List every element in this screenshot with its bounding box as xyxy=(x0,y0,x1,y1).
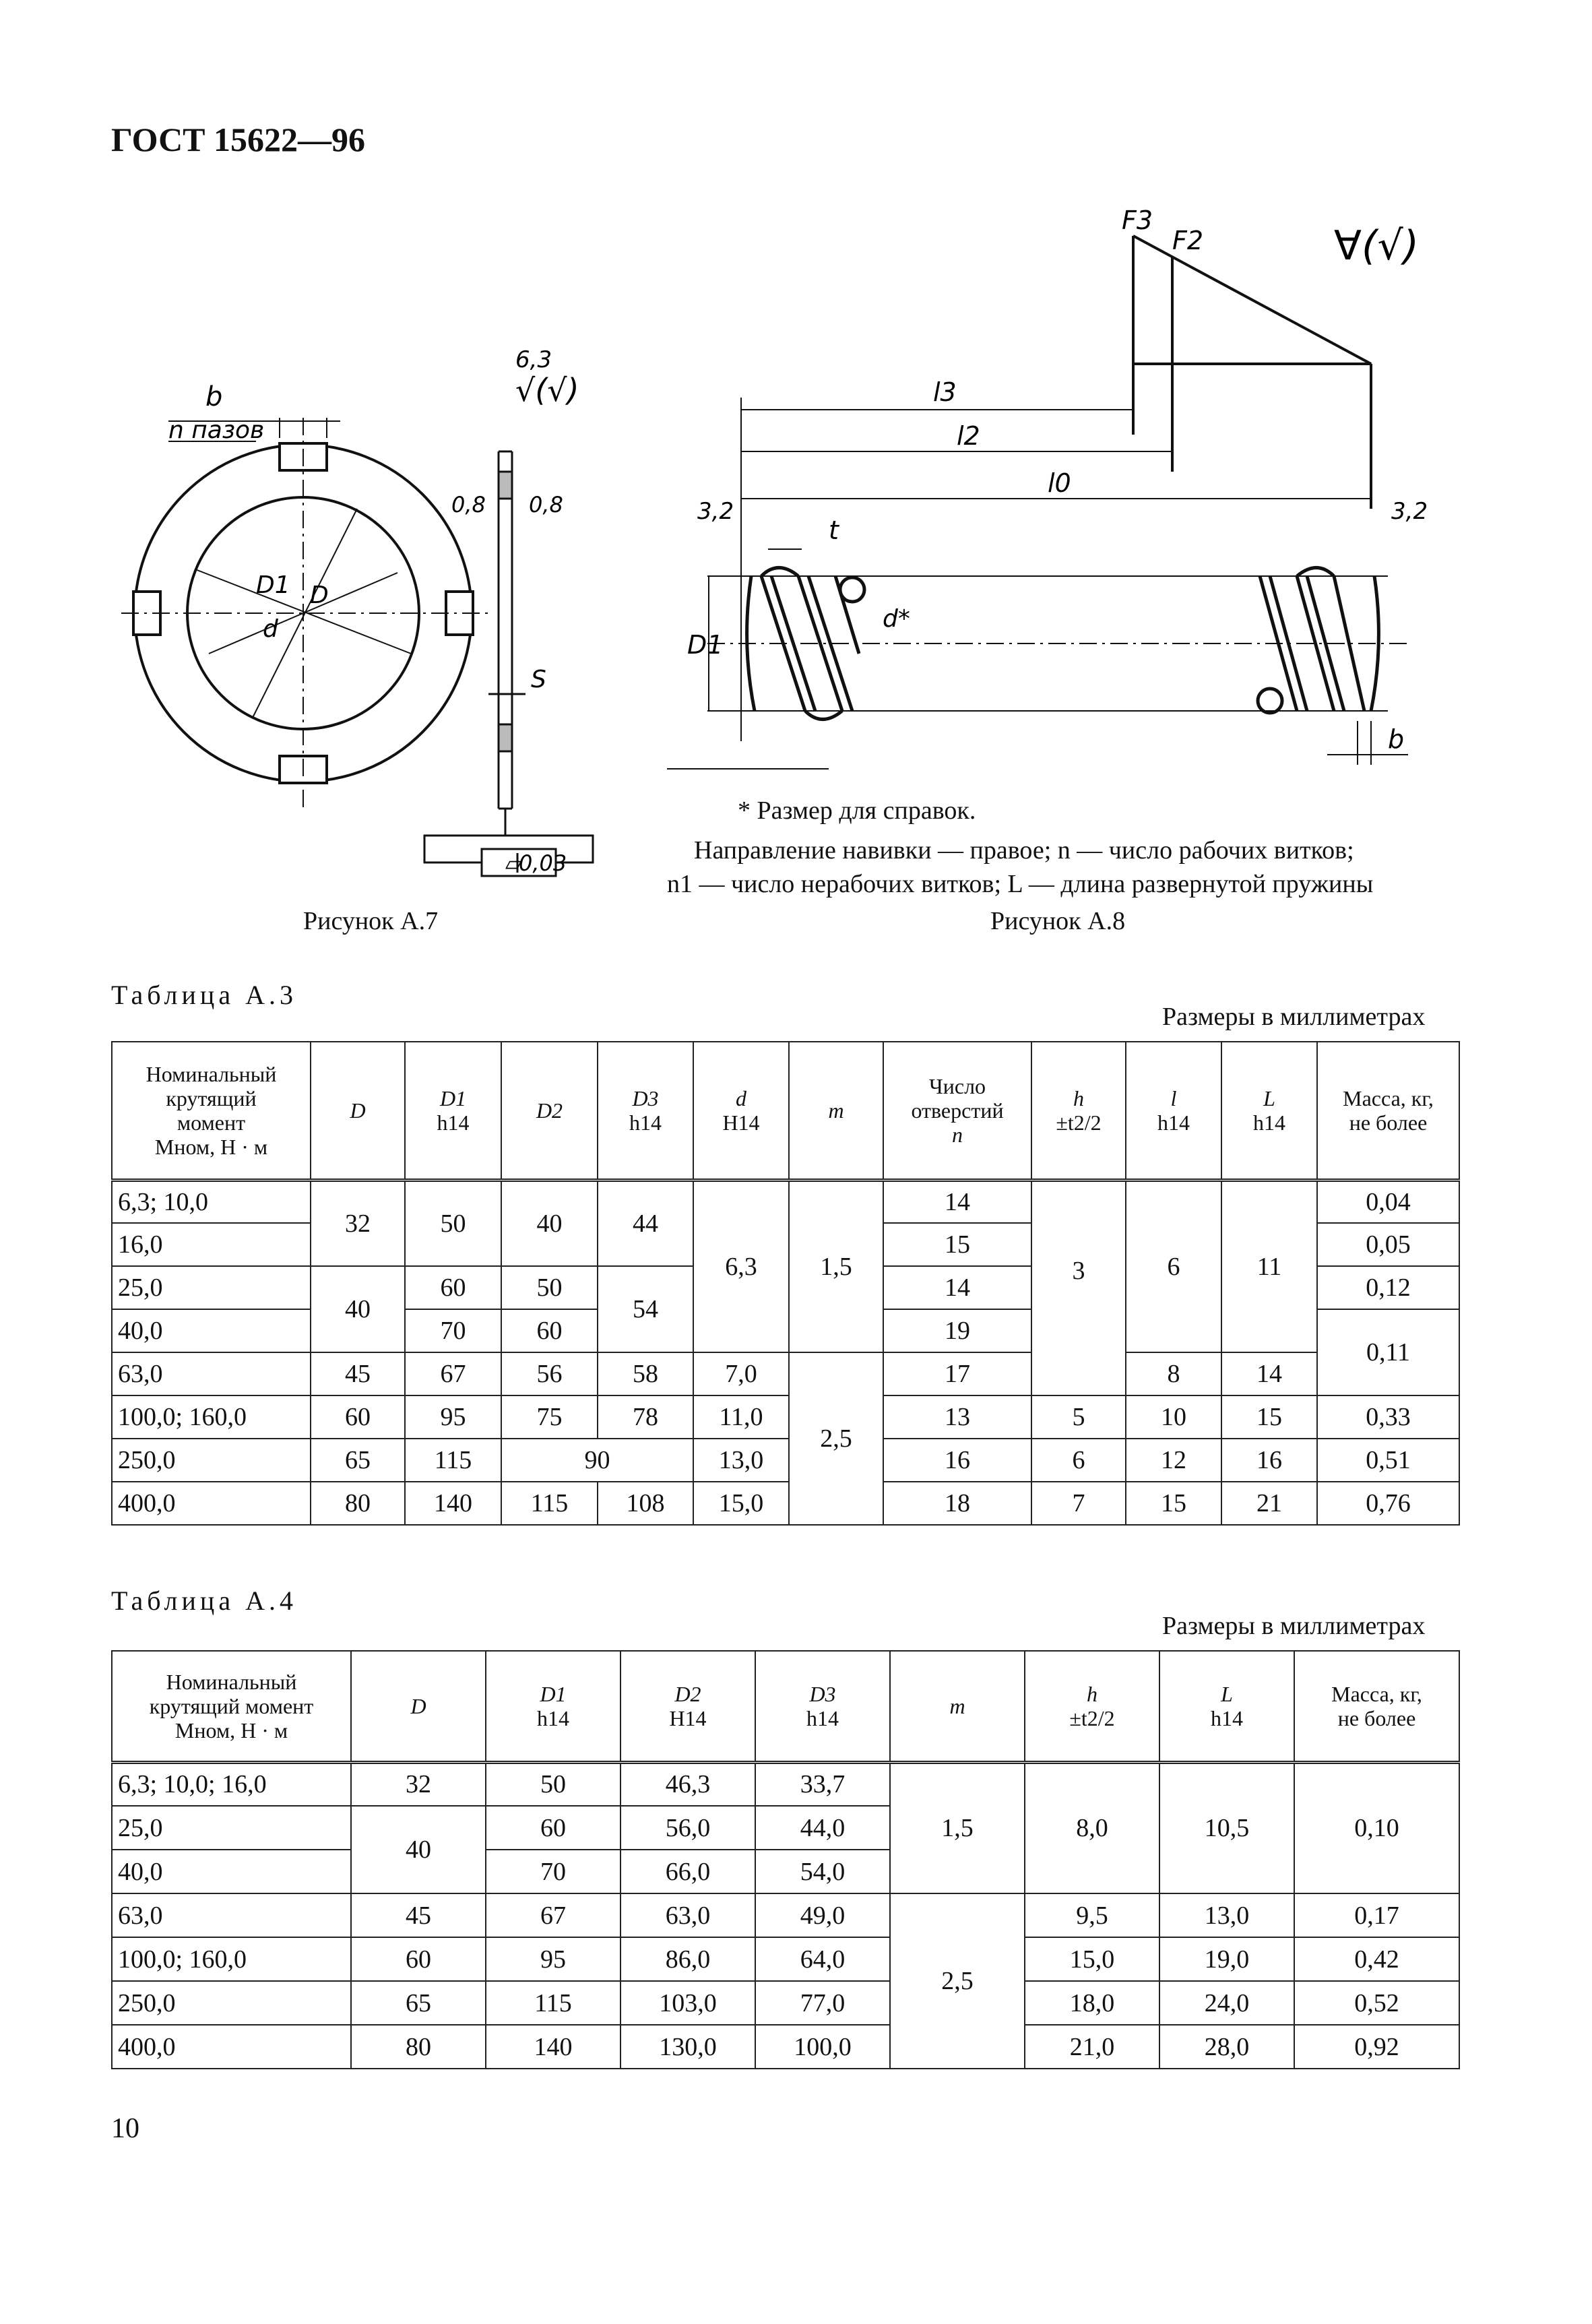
roughness-symbol-icon: √(√) xyxy=(515,372,579,408)
cell-L: 19,0 xyxy=(1159,1937,1294,1981)
cell-L: 14 xyxy=(1221,1352,1317,1395)
cell-d2: 75 xyxy=(501,1395,598,1439)
figure-a8-caption: Рисунок А.8 xyxy=(990,907,1126,935)
cell-L: 24,0 xyxy=(1159,1981,1294,2025)
cell-d3: 44,0 xyxy=(755,1806,890,1850)
cell-d1: 95 xyxy=(486,1937,620,1981)
cell-h: 15,0 xyxy=(1025,1937,1159,1981)
header-d2: D2 xyxy=(501,1042,598,1180)
cell-mass: 0,17 xyxy=(1294,1893,1459,1937)
cell-torque: 40,0 xyxy=(112,1850,351,1893)
label-flatness: 0,03 xyxy=(519,850,567,876)
cell-n: 19 xyxy=(883,1309,1031,1352)
cell-d1: 140 xyxy=(486,2025,620,2069)
cell-l: 6 xyxy=(1126,1180,1221,1352)
cell-d3: 64,0 xyxy=(755,1937,890,1981)
header-d2: D2 H14 xyxy=(620,1651,755,1762)
cell-d: 80 xyxy=(351,2025,486,2069)
cell-n: 18 xyxy=(883,1482,1031,1525)
label-d-star: d* xyxy=(883,605,910,633)
cell-L: 13,0 xyxy=(1159,1893,1294,1937)
cell-d-hole: 7,0 xyxy=(693,1352,789,1395)
cell-d1: 67 xyxy=(486,1893,620,1937)
cell-l: 8 xyxy=(1126,1352,1221,1395)
cell-L: 28,0 xyxy=(1159,2025,1294,2069)
cell-d3: 54 xyxy=(598,1266,693,1352)
cell-d3: 49,0 xyxy=(755,1893,890,1937)
cell-d: 40 xyxy=(351,1806,486,1893)
cell-n: 14 xyxy=(883,1180,1031,1223)
cell-h: 6 xyxy=(1031,1439,1126,1482)
cell-l: 15 xyxy=(1126,1482,1221,1525)
cell-m: 2,5 xyxy=(890,1893,1025,2069)
cell-d-hole: 15,0 xyxy=(693,1482,789,1525)
cell-d2-d3: 90 xyxy=(501,1439,693,1482)
cell-torque: 100,0; 160,0 xyxy=(112,1937,351,1981)
cell-d-hole: 13,0 xyxy=(693,1439,789,1482)
cell-torque: 250,0 xyxy=(112,1439,311,1482)
cell-torque: 400,0 xyxy=(112,1482,311,1525)
cell-d3: 33,7 xyxy=(755,1762,890,1806)
cell-d: 32 xyxy=(311,1180,405,1266)
label-b: b xyxy=(205,381,223,412)
header-mass: Масса, кг, не более xyxy=(1317,1042,1459,1180)
label-l2: l2 xyxy=(957,421,980,451)
cell-mass: 0,92 xyxy=(1294,2025,1459,2069)
cell-d: 40 xyxy=(311,1266,405,1352)
table-a4-header-row xyxy=(112,1651,1459,1762)
table-a3-title: Таблица А.3 xyxy=(111,980,297,1010)
cell-d1: 60 xyxy=(486,1806,620,1850)
header-torque: Номинальный крутящий момент Мном, Н · м xyxy=(112,1042,311,1180)
page-number: 10 xyxy=(111,2113,139,2144)
footnote-rule xyxy=(667,768,829,770)
cell-torque: 6,3; 10,0; 16,0 xyxy=(112,1762,351,1806)
cell-torque: 63,0 xyxy=(112,1352,311,1395)
cell-d: 32 xyxy=(351,1762,486,1806)
cell-d1: 70 xyxy=(486,1850,620,1893)
label-roughness: 6,3 xyxy=(515,346,552,373)
cell-d3: 54,0 xyxy=(755,1850,890,1893)
cell-d: 45 xyxy=(351,1893,486,1937)
cell-d2: 60 xyxy=(501,1309,598,1352)
header-n: Число отверстий n xyxy=(883,1042,1031,1180)
header-torque: Номинальный крутящий момент Мном, Н · м xyxy=(112,1651,351,1762)
footnote-reference-size: * Размер для справок. xyxy=(738,796,976,825)
cell-d1: 140 xyxy=(405,1482,501,1525)
table-a3-units: Размеры в миллиметрах xyxy=(1162,1003,1426,1031)
cell-m: 1,5 xyxy=(890,1762,1025,1893)
label-t1: 0,8 xyxy=(451,492,486,517)
header-d-outer: D xyxy=(311,1042,405,1180)
cell-mass: 0,42 xyxy=(1294,1937,1459,1981)
cell-d: 60 xyxy=(351,1937,486,1981)
cell-d1: 50 xyxy=(405,1180,501,1266)
label-d-inner: d xyxy=(263,615,278,643)
header-d1: D1 h14 xyxy=(486,1651,620,1762)
document-header: ГОСТ 15622—96 xyxy=(111,121,366,158)
table-a4 xyxy=(111,1650,1460,2069)
cell-n: 16 xyxy=(883,1439,1031,1482)
note-line-1: Направление навивки — правое; n — число рабочих витков; xyxy=(694,836,1354,865)
cell-mass: 0,12 xyxy=(1317,1266,1459,1309)
header-m: m xyxy=(890,1651,1025,1762)
cell-d-hole: 6,3 xyxy=(693,1180,789,1352)
cell-L: 11 xyxy=(1221,1180,1317,1352)
cell-l: 12 xyxy=(1126,1439,1221,1482)
table-row xyxy=(112,1893,1459,1937)
label-t: t xyxy=(829,515,839,545)
cell-d1: 67 xyxy=(405,1352,501,1395)
cell-torque: 6,3; 10,0 xyxy=(112,1180,311,1223)
header-d1: D1 h14 xyxy=(405,1042,501,1180)
label-t2: 0,8 xyxy=(529,492,563,517)
table-row xyxy=(112,1352,1459,1395)
cell-d3: 78 xyxy=(598,1395,693,1439)
table-a4-units: Размеры в миллиметрах xyxy=(1162,1612,1426,1640)
cell-d2: 115 xyxy=(501,1482,598,1525)
cell-d: 65 xyxy=(351,1981,486,2025)
table-row xyxy=(112,1762,1459,1806)
cell-n: 15 xyxy=(883,1223,1031,1266)
cell-d2: 86,0 xyxy=(620,1937,755,1981)
cell-mass: 0,11 xyxy=(1317,1309,1459,1395)
cell-n: 14 xyxy=(883,1266,1031,1309)
surface-symbol-icon: ∀(√) xyxy=(1334,222,1420,270)
table-a3 xyxy=(111,1041,1460,1526)
cell-torque: 250,0 xyxy=(112,1981,351,2025)
cell-torque: 25,0 xyxy=(112,1266,311,1309)
cell-mass: 0,05 xyxy=(1317,1223,1459,1266)
cell-d2: 66,0 xyxy=(620,1850,755,1893)
cell-mass: 0,51 xyxy=(1317,1439,1459,1482)
table-row xyxy=(112,1937,1459,1981)
cell-d1: 95 xyxy=(405,1395,501,1439)
header-L: L h14 xyxy=(1221,1042,1317,1180)
cell-h: 3 xyxy=(1031,1180,1126,1395)
cell-d2: 63,0 xyxy=(620,1893,755,1937)
cell-h: 7 xyxy=(1031,1482,1126,1525)
cell-h: 8,0 xyxy=(1025,1762,1159,1893)
cell-m: 1,5 xyxy=(789,1180,883,1352)
cell-l: 10 xyxy=(1126,1395,1221,1439)
cell-d3: 100,0 xyxy=(755,2025,890,2069)
cell-torque: 25,0 xyxy=(112,1806,351,1850)
figure-a7-drawing xyxy=(115,337,640,903)
cell-d1: 50 xyxy=(486,1762,620,1806)
cell-L: 16 xyxy=(1221,1439,1317,1482)
cell-torque: 16,0 xyxy=(112,1223,311,1266)
header-h: h ±t2/2 xyxy=(1031,1042,1126,1180)
table-row xyxy=(112,1482,1459,1525)
label-d-outer: D xyxy=(310,582,329,609)
cell-L: 10,5 xyxy=(1159,1762,1294,1893)
cell-torque: 63,0 xyxy=(112,1893,351,1937)
cell-d1: 115 xyxy=(405,1439,501,1482)
cell-h: 21,0 xyxy=(1025,2025,1159,2069)
cell-d2: 56 xyxy=(501,1352,598,1395)
cell-d2: 50 xyxy=(501,1266,598,1309)
note-line-2: n1 — число нерабочих витков; L — длина развернутой пружины xyxy=(667,870,1374,898)
cell-torque: 100,0; 160,0 xyxy=(112,1395,311,1439)
cell-d: 65 xyxy=(311,1439,405,1482)
header-d-hole: d H14 xyxy=(693,1042,789,1180)
label-n-slots: n пазов xyxy=(168,416,265,444)
cell-d3: 44 xyxy=(598,1180,693,1266)
cell-mass: 0,33 xyxy=(1317,1395,1459,1439)
cell-d3: 108 xyxy=(598,1482,693,1525)
cell-d: 60 xyxy=(311,1395,405,1439)
table-a4-title: Таблица А.4 xyxy=(111,1585,297,1616)
cell-m: 2,5 xyxy=(789,1352,883,1525)
cell-d: 45 xyxy=(311,1352,405,1395)
cell-d3: 58 xyxy=(598,1352,693,1395)
header-d3: D3 h14 xyxy=(598,1042,693,1180)
label-f2: F2 xyxy=(1172,226,1204,255)
figure-a8-drawing xyxy=(667,195,1489,788)
cell-mass: 0,52 xyxy=(1294,1981,1459,2025)
header-d-outer: D xyxy=(351,1651,486,1762)
header-h: h ±t2/2 xyxy=(1025,1651,1159,1762)
cell-n: 13 xyxy=(883,1395,1031,1439)
cell-d2: 130,0 xyxy=(620,2025,755,2069)
cell-h: 5 xyxy=(1031,1395,1126,1439)
cell-d: 80 xyxy=(311,1482,405,1525)
cell-d1: 115 xyxy=(486,1981,620,2025)
header-mass: Масса, кг, не более xyxy=(1294,1651,1459,1762)
cell-h: 18,0 xyxy=(1025,1981,1159,2025)
header-m: m xyxy=(789,1042,883,1180)
cell-d1: 70 xyxy=(405,1309,501,1352)
label-l0: l0 xyxy=(1048,468,1071,498)
cell-mass: 0,10 xyxy=(1294,1762,1459,1893)
cell-d2: 56,0 xyxy=(620,1806,755,1850)
cell-n: 17 xyxy=(883,1352,1031,1395)
header-d3: D3 h14 xyxy=(755,1651,890,1762)
cell-L: 15 xyxy=(1221,1395,1317,1439)
cell-d-hole: 11,0 xyxy=(693,1395,789,1439)
label-s: S xyxy=(531,666,546,693)
cell-torque: 400,0 xyxy=(112,2025,351,2069)
cell-torque: 40,0 xyxy=(112,1309,311,1352)
table-row xyxy=(112,2025,1459,2069)
cell-d2: 46,3 xyxy=(620,1762,755,1806)
table-row xyxy=(112,1395,1459,1439)
label-roughness-right: 3,2 xyxy=(1391,498,1428,525)
cell-mass: 0,04 xyxy=(1317,1180,1459,1223)
table-row xyxy=(112,1981,1459,2025)
table-row xyxy=(112,1180,1459,1223)
label-f3: F3 xyxy=(1122,206,1153,235)
label-b: b xyxy=(1388,724,1405,754)
label-d1: D1 xyxy=(687,630,724,660)
flatness-icon: ▱ xyxy=(505,850,522,876)
figure-a7-caption: Рисунок А.7 xyxy=(303,907,439,935)
cell-mass: 0,76 xyxy=(1317,1482,1459,1525)
label-l3: l3 xyxy=(933,377,957,407)
cell-d1: 60 xyxy=(405,1266,501,1309)
cell-h: 9,5 xyxy=(1025,1893,1159,1937)
table-row xyxy=(112,1439,1459,1482)
cell-d3: 77,0 xyxy=(755,1981,890,2025)
cell-d2: 103,0 xyxy=(620,1981,755,2025)
cell-d2: 40 xyxy=(501,1180,598,1266)
header-L: L h14 xyxy=(1159,1651,1294,1762)
table-a3-header-row xyxy=(112,1042,1459,1180)
cell-L: 21 xyxy=(1221,1482,1317,1525)
header-l: l h14 xyxy=(1126,1042,1221,1180)
label-d1: D1 xyxy=(256,571,290,599)
label-roughness-left: 3,2 xyxy=(697,498,734,525)
